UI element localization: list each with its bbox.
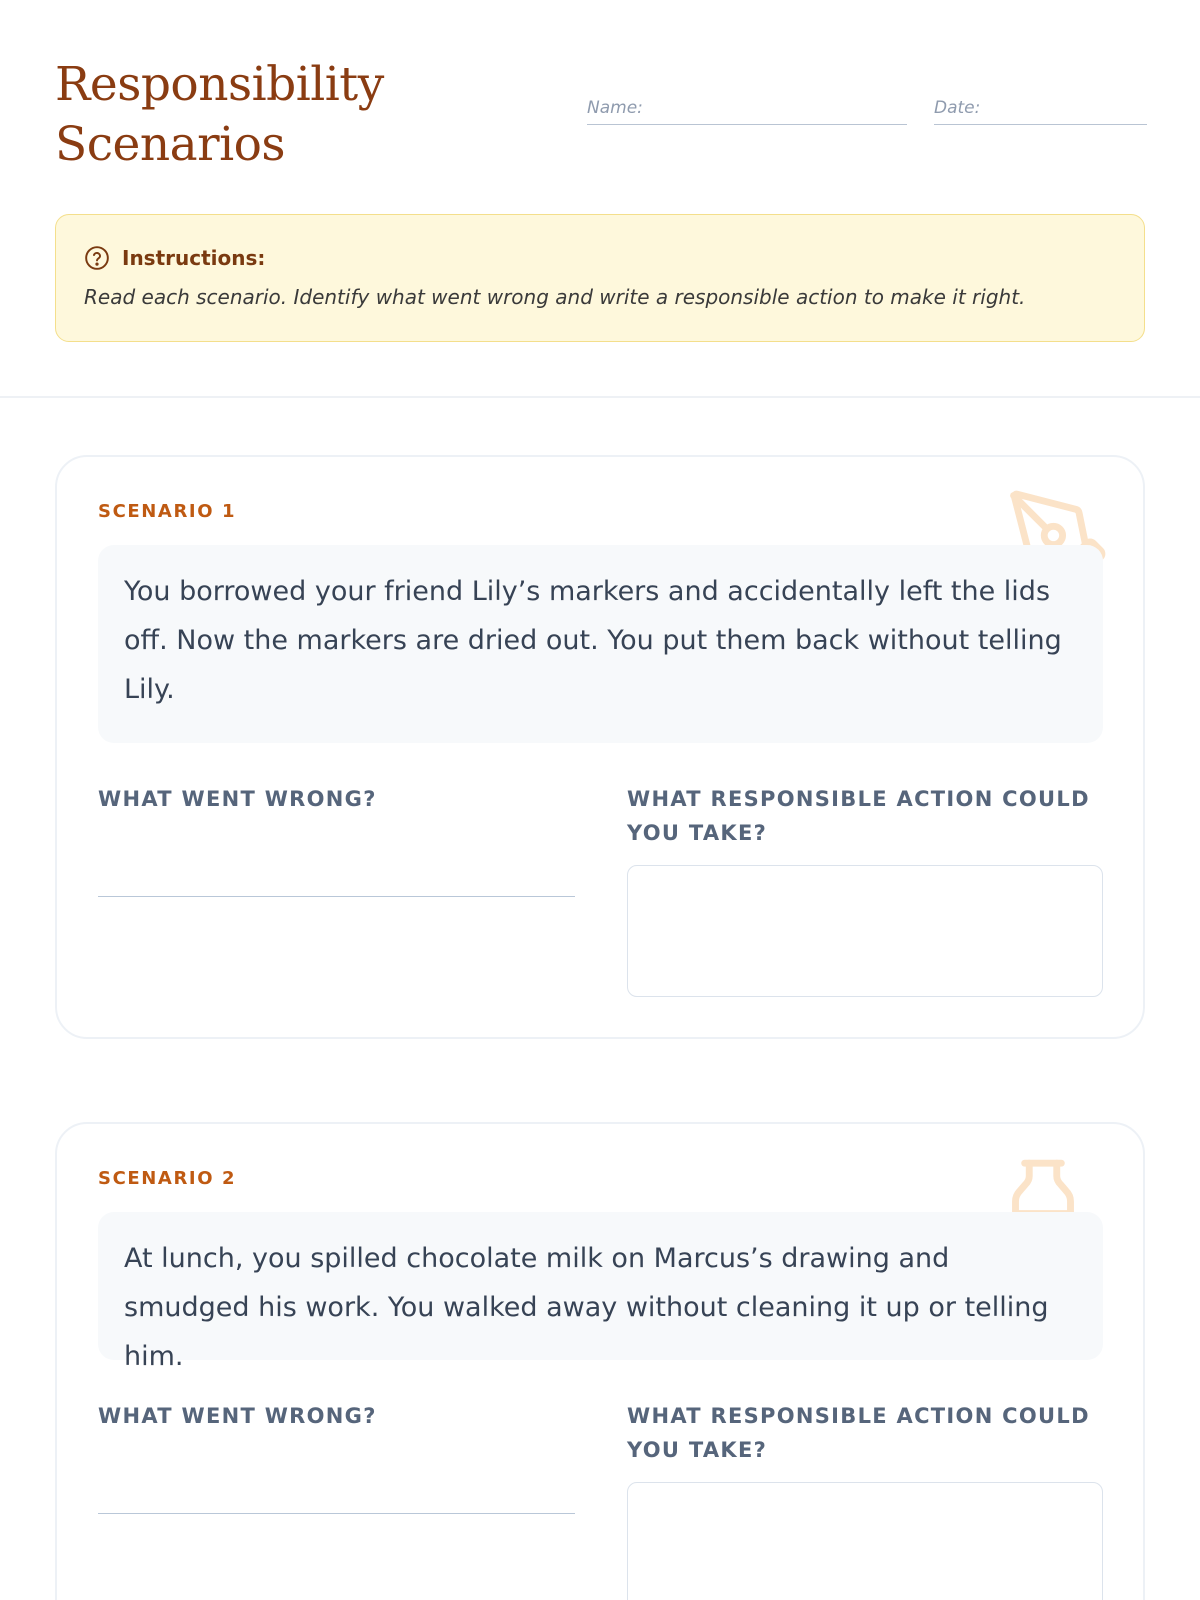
worksheet-header [55,50,1147,180]
title-line-1: Responsibility [55,57,384,112]
scenario-text: You borrowed your friend Lily’s markers and accidentally left the lids off. Now the markers are dried out. You put them back without telling Lily. [98,545,1103,743]
date-label: Date: [934,98,981,118]
instructions-title: Instructions: [122,246,266,270]
scenario-label: SCENARIO 2 [98,1168,237,1189]
scenario-card-1 [55,455,1145,1039]
responsible-action-answer-box[interactable] [627,1482,1103,1600]
scenario-card-2 [55,1122,1145,1600]
instructions-heading [84,245,265,271]
name-label: Name: [587,98,643,118]
responsible-action-label: WHAT RESPONSIBLE ACTION COULD YOU TAKE? [627,1404,1090,1462]
what-went-wrong-answer-line[interactable] [98,896,575,897]
what-went-wrong-label: WHAT WENT WRONG? [98,1404,377,1428]
responsible-action-label: WHAT RESPONSIBLE ACTION COULD YOU TAKE? [627,787,1090,845]
instructions-box [55,214,1145,342]
what-went-wrong-label: WHAT WENT WRONG? [98,787,377,811]
page-title [55,55,384,175]
date-field[interactable] [934,94,1147,125]
help-circle-icon [84,245,110,271]
scenario-text: At lunch, you spilled chocolate milk on Marcus’s drawing and smudged his work. You walked away without cleaning it up or telling him. [98,1212,1103,1360]
what-went-wrong-answer-line[interactable] [98,1513,575,1514]
responsible-action-answer-box[interactable] [627,865,1103,997]
instructions-text: Read each scenario. Identify what went wrong and write a responsible action to make it right. [84,285,1026,309]
name-field[interactable] [587,94,907,125]
section-divider [0,396,1200,398]
scenario-label: SCENARIO 1 [98,501,237,522]
title-line-2: Scenarios [55,117,286,172]
